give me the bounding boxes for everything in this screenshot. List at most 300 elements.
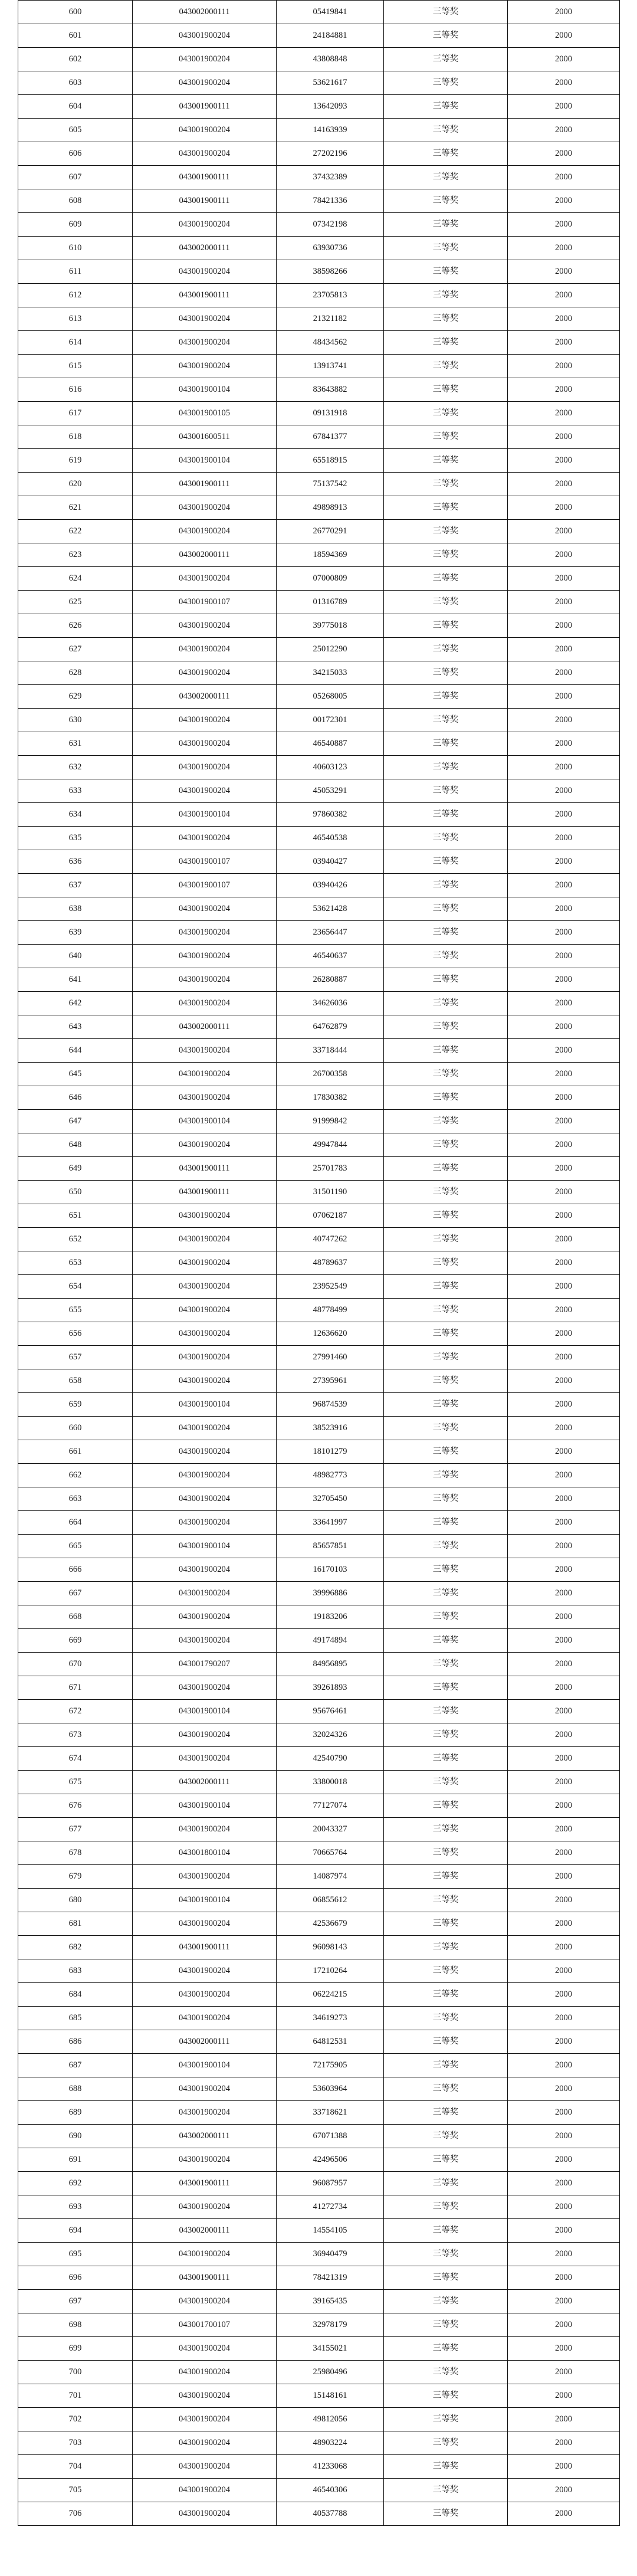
row-number-cell: 664: [18, 1511, 133, 1535]
table-row: [18, 1865, 620, 1889]
row-number-cell: 667: [18, 1582, 133, 1605]
prize-level-cell: 三等奖: [384, 1464, 508, 1487]
code-cell: 043001900204: [133, 1629, 277, 1653]
ticket-number-cell: 15148161: [277, 2384, 384, 2408]
code-cell: 043001900104: [133, 1889, 277, 1912]
row-number-cell: 701: [18, 2384, 133, 2408]
prize-level-cell: 三等奖: [384, 1511, 508, 1535]
code-cell: 043002000111: [133, 237, 277, 260]
table-row: [18, 237, 620, 260]
row-number-cell: 617: [18, 402, 133, 425]
amount-cell: 2000: [508, 1440, 620, 1464]
prize-level-cell: 三等奖: [384, 95, 508, 119]
table-row: [18, 874, 620, 897]
amount-cell: 2000: [508, 1133, 620, 1157]
amount-cell: 2000: [508, 496, 620, 520]
ticket-number-cell: 19183206: [277, 1605, 384, 1629]
amount-cell: 2000: [508, 331, 620, 355]
row-number-cell: 646: [18, 1086, 133, 1110]
code-cell: 043001900204: [133, 496, 277, 520]
table-row: [18, 968, 620, 992]
table-row: [18, 567, 620, 591]
code-cell: 043001900204: [133, 1723, 277, 1747]
code-cell: 043001900204: [133, 2479, 277, 2502]
amount-cell: 2000: [508, 2101, 620, 2125]
table-row: [18, 2030, 620, 2054]
amount-cell: 2000: [508, 1582, 620, 1605]
row-number-cell: 611: [18, 260, 133, 284]
amount-cell: 2000: [508, 284, 620, 307]
table-row: [18, 756, 620, 779]
amount-cell: 2000: [508, 1629, 620, 1653]
amount-cell: 2000: [508, 1605, 620, 1629]
row-number-cell: 649: [18, 1157, 133, 1181]
row-number-cell: 620: [18, 473, 133, 496]
table-row: [18, 921, 620, 945]
code-cell: 043002000111: [133, 543, 277, 567]
table-row: [18, 779, 620, 803]
amount-cell: 2000: [508, 425, 620, 449]
code-cell: 043001900204: [133, 520, 277, 543]
amount-cell: 2000: [508, 1275, 620, 1299]
row-number-cell: 612: [18, 284, 133, 307]
code-cell: 043001900111: [133, 473, 277, 496]
row-number-cell: 630: [18, 709, 133, 732]
table-row: [18, 2337, 620, 2361]
code-cell: 043001900111: [133, 2172, 277, 2195]
table-row: [18, 732, 620, 756]
prize-level-cell: 三等奖: [384, 2077, 508, 2101]
prize-level-cell: 三等奖: [384, 850, 508, 874]
ticket-number-cell: 25701783: [277, 1157, 384, 1181]
table-row: [18, 1723, 620, 1747]
prize-level-cell: 三等奖: [384, 237, 508, 260]
code-cell: 043001900204: [133, 2502, 277, 2526]
prize-level-cell: 三等奖: [384, 1275, 508, 1299]
ticket-number-cell: 38523916: [277, 1417, 384, 1440]
ticket-number-cell: 31501190: [277, 1181, 384, 1204]
table-row: [18, 1558, 620, 1582]
ticket-number-cell: 33718444: [277, 1039, 384, 1063]
table-row: [18, 1700, 620, 1723]
code-cell: 043001900204: [133, 1464, 277, 1487]
table-row: [18, 119, 620, 142]
row-number-cell: 642: [18, 992, 133, 1015]
code-cell: 043001900204: [133, 1605, 277, 1629]
row-number-cell: 616: [18, 378, 133, 402]
code-cell: 043001900204: [133, 945, 277, 968]
table-row: [18, 850, 620, 874]
code-cell: 043001800104: [133, 1841, 277, 1865]
ticket-number-cell: 13642093: [277, 95, 384, 119]
code-cell: 043001900204: [133, 1865, 277, 1889]
row-number-cell: 634: [18, 803, 133, 827]
row-number-cell: 697: [18, 2290, 133, 2313]
ticket-number-cell: 33641997: [277, 1511, 384, 1535]
table-row: [18, 1204, 620, 1228]
amount-cell: 2000: [508, 2384, 620, 2408]
amount-cell: 2000: [508, 1865, 620, 1889]
row-number-cell: 653: [18, 1251, 133, 1275]
ticket-number-cell: 25980496: [277, 2361, 384, 2384]
ticket-number-cell: 06855612: [277, 1889, 384, 1912]
row-number-cell: 645: [18, 1063, 133, 1086]
code-cell: 043001900204: [133, 1204, 277, 1228]
amount-cell: 2000: [508, 567, 620, 591]
ticket-number-cell: 34155021: [277, 2337, 384, 2361]
code-cell: 043001900204: [133, 968, 277, 992]
ticket-number-cell: 48789637: [277, 1251, 384, 1275]
table-row: [18, 331, 620, 355]
ticket-number-cell: 49947844: [277, 1133, 384, 1157]
prize-level-cell: 三等奖: [384, 1157, 508, 1181]
prize-level-cell: 三等奖: [384, 2148, 508, 2172]
table-row: [18, 2125, 620, 2148]
amount-cell: 2000: [508, 945, 620, 968]
code-cell: 043001900204: [133, 1039, 277, 1063]
ticket-number-cell: 39165435: [277, 2290, 384, 2313]
amount-cell: 2000: [508, 1535, 620, 1558]
ticket-number-cell: 23656447: [277, 921, 384, 945]
amount-cell: 2000: [508, 2408, 620, 2431]
row-number-cell: 675: [18, 1771, 133, 1794]
amount-cell: 2000: [508, 95, 620, 119]
ticket-number-cell: 05419841: [277, 1, 384, 24]
code-cell: 043001900204: [133, 213, 277, 237]
table-row: [18, 2219, 620, 2243]
amount-cell: 2000: [508, 1, 620, 24]
amount-cell: 2000: [508, 2243, 620, 2266]
row-number-cell: 661: [18, 1440, 133, 1464]
row-number-cell: 696: [18, 2266, 133, 2290]
amount-cell: 2000: [508, 237, 620, 260]
table-row: [18, 685, 620, 709]
row-number-cell: 609: [18, 213, 133, 237]
amount-cell: 2000: [508, 142, 620, 166]
table-row: [18, 1959, 620, 1983]
code-cell: 043001900204: [133, 614, 277, 638]
code-cell: 043001900111: [133, 189, 277, 213]
table-row: [18, 614, 620, 638]
ticket-number-cell: 53621617: [277, 71, 384, 95]
code-cell: 043001900204: [133, 1558, 277, 1582]
table-row: [18, 1015, 620, 1039]
row-number-cell: 638: [18, 897, 133, 921]
row-number-cell: 601: [18, 24, 133, 48]
code-cell: 043001900204: [133, 142, 277, 166]
ticket-number-cell: 38598266: [277, 260, 384, 284]
code-cell: 043001900111: [133, 1157, 277, 1181]
amount-cell: 2000: [508, 827, 620, 850]
prize-list-table: [18, 0, 620, 2526]
table-row: [18, 24, 620, 48]
table-row: [18, 1440, 620, 1464]
code-cell: 043001900204: [133, 567, 277, 591]
table-row: [18, 1157, 620, 1181]
ticket-number-cell: 43808848: [277, 48, 384, 71]
amount-cell: 2000: [508, 119, 620, 142]
row-number-cell: 624: [18, 567, 133, 591]
code-cell: 043001900104: [133, 449, 277, 473]
prize-level-cell: 三等奖: [384, 1700, 508, 1723]
table-row: [18, 1417, 620, 1440]
amount-cell: 2000: [508, 520, 620, 543]
ticket-number-cell: 48434562: [277, 331, 384, 355]
table-row: [18, 1912, 620, 1936]
code-cell: 043001900111: [133, 166, 277, 189]
amount-cell: 2000: [508, 591, 620, 614]
amount-cell: 2000: [508, 1015, 620, 1039]
amount-cell: 2000: [508, 1794, 620, 1818]
ticket-number-cell: 46540637: [277, 945, 384, 968]
row-number-cell: 686: [18, 2030, 133, 2054]
ticket-number-cell: 49898913: [277, 496, 384, 520]
prize-level-cell: 三等奖: [384, 2101, 508, 2125]
table-row: [18, 709, 620, 732]
table-row: [18, 520, 620, 543]
amount-cell: 2000: [508, 2125, 620, 2148]
row-number-cell: 658: [18, 1369, 133, 1393]
amount-cell: 2000: [508, 1063, 620, 1086]
row-number-cell: 671: [18, 1676, 133, 1700]
table-row: [18, 1393, 620, 1417]
amount-cell: 2000: [508, 473, 620, 496]
amount-cell: 2000: [508, 2502, 620, 2526]
row-number-cell: 706: [18, 2502, 133, 2526]
table-row: [18, 2172, 620, 2195]
prize-level-cell: 三等奖: [384, 142, 508, 166]
table-row: [18, 2148, 620, 2172]
prize-level-cell: 三等奖: [384, 803, 508, 827]
table-row: [18, 827, 620, 850]
ticket-number-cell: 67071388: [277, 2125, 384, 2148]
ticket-number-cell: 96087957: [277, 2172, 384, 2195]
row-number-cell: 705: [18, 2479, 133, 2502]
prize-level-cell: 三等奖: [384, 1676, 508, 1700]
row-number-cell: 685: [18, 2007, 133, 2030]
ticket-number-cell: 32978179: [277, 2313, 384, 2337]
prize-level-cell: 三等奖: [384, 1653, 508, 1676]
ticket-number-cell: 46540887: [277, 732, 384, 756]
ticket-number-cell: 32705450: [277, 1487, 384, 1511]
code-cell: 043001900204: [133, 24, 277, 48]
code-cell: 043001900204: [133, 1511, 277, 1535]
prize-level-cell: 三等奖: [384, 1393, 508, 1417]
row-number-cell: 687: [18, 2054, 133, 2077]
table-row: [18, 1747, 620, 1771]
table-row: [18, 661, 620, 685]
code-cell: 043002000111: [133, 1771, 277, 1794]
ticket-number-cell: 26770291: [277, 520, 384, 543]
code-cell: 043001900111: [133, 1936, 277, 1959]
ticket-number-cell: 95676461: [277, 1700, 384, 1723]
table-row: [18, 71, 620, 95]
table-row: [18, 1582, 620, 1605]
row-number-cell: 623: [18, 543, 133, 567]
table-row: [18, 166, 620, 189]
ticket-number-cell: 97860382: [277, 803, 384, 827]
prize-level-cell: 三等奖: [384, 897, 508, 921]
code-cell: 043001900204: [133, 2243, 277, 2266]
ticket-number-cell: 34215033: [277, 661, 384, 685]
code-cell: 043001900204: [133, 1369, 277, 1393]
prize-level-cell: 三等奖: [384, 1959, 508, 1983]
ticket-number-cell: 40537788: [277, 2502, 384, 2526]
prize-level-cell: 三等奖: [384, 921, 508, 945]
ticket-number-cell: 63930736: [277, 237, 384, 260]
row-number-cell: 690: [18, 2125, 133, 2148]
prize-level-cell: 三等奖: [384, 1204, 508, 1228]
code-cell: 043001900204: [133, 1133, 277, 1157]
table-row: [18, 95, 620, 119]
code-cell: 043001900204: [133, 2455, 277, 2479]
ticket-number-cell: 33800018: [277, 1771, 384, 1794]
table-row: [18, 2455, 620, 2479]
ticket-number-cell: 27395961: [277, 1369, 384, 1393]
ticket-number-cell: 67841377: [277, 425, 384, 449]
code-cell: 043001900204: [133, 1440, 277, 1464]
amount-cell: 2000: [508, 166, 620, 189]
row-number-cell: 640: [18, 945, 133, 968]
prize-level-cell: 三等奖: [384, 1487, 508, 1511]
ticket-number-cell: 06224215: [277, 1983, 384, 2007]
amount-cell: 2000: [508, 1322, 620, 1346]
code-cell: 043001900204: [133, 779, 277, 803]
row-number-cell: 608: [18, 189, 133, 213]
ticket-number-cell: 07000809: [277, 567, 384, 591]
table-row: [18, 1676, 620, 1700]
amount-cell: 2000: [508, 1912, 620, 1936]
ticket-number-cell: 14163939: [277, 119, 384, 142]
amount-cell: 2000: [508, 921, 620, 945]
row-number-cell: 656: [18, 1322, 133, 1346]
ticket-number-cell: 42536679: [277, 1912, 384, 1936]
prize-level-cell: 三等奖: [384, 1322, 508, 1346]
prize-level-cell: 三等奖: [384, 1582, 508, 1605]
row-number-cell: 670: [18, 1653, 133, 1676]
row-number-cell: 615: [18, 355, 133, 378]
amount-cell: 2000: [508, 2172, 620, 2195]
amount-cell: 2000: [508, 1086, 620, 1110]
prize-level-cell: 三等奖: [384, 425, 508, 449]
amount-cell: 2000: [508, 1228, 620, 1251]
amount-cell: 2000: [508, 2219, 620, 2243]
amount-cell: 2000: [508, 355, 620, 378]
row-number-cell: 602: [18, 48, 133, 71]
amount-cell: 2000: [508, 1889, 620, 1912]
row-number-cell: 659: [18, 1393, 133, 1417]
ticket-number-cell: 91999842: [277, 1110, 384, 1133]
amount-cell: 2000: [508, 2030, 620, 2054]
amount-cell: 2000: [508, 1157, 620, 1181]
table-row: [18, 1322, 620, 1346]
amount-cell: 2000: [508, 1771, 620, 1794]
code-cell: 043001900204: [133, 1417, 277, 1440]
row-number-cell: 681: [18, 1912, 133, 1936]
ticket-number-cell: 36940479: [277, 2243, 384, 2266]
table-row: [18, 1251, 620, 1275]
table-row: [18, 1605, 620, 1629]
amount-cell: 2000: [508, 1818, 620, 1841]
prize-level-cell: 三等奖: [384, 2054, 508, 2077]
prize-level-cell: 三等奖: [384, 2030, 508, 2054]
code-cell: 043001900204: [133, 827, 277, 850]
prize-level-cell: 三等奖: [384, 2266, 508, 2290]
amount-cell: 2000: [508, 1417, 620, 1440]
prize-level-cell: 三等奖: [384, 1723, 508, 1747]
ticket-number-cell: 48903224: [277, 2431, 384, 2455]
prize-level-cell: 三等奖: [384, 827, 508, 850]
row-number-cell: 662: [18, 1464, 133, 1487]
ticket-number-cell: 53603964: [277, 2077, 384, 2101]
ticket-number-cell: 85657851: [277, 1535, 384, 1558]
code-cell: 043001900104: [133, 2054, 277, 2077]
row-number-cell: 694: [18, 2219, 133, 2243]
ticket-number-cell: 23952549: [277, 1275, 384, 1299]
prize-level-cell: 三等奖: [384, 496, 508, 520]
table-row: [18, 897, 620, 921]
amount-cell: 2000: [508, 661, 620, 685]
ticket-number-cell: 45053291: [277, 779, 384, 803]
amount-cell: 2000: [508, 1464, 620, 1487]
row-number-cell: 663: [18, 1487, 133, 1511]
table-row: [18, 1, 620, 24]
prize-level-cell: 三等奖: [384, 2007, 508, 2030]
prize-level-cell: 三等奖: [384, 2431, 508, 2455]
row-number-cell: 665: [18, 1535, 133, 1558]
row-number-cell: 695: [18, 2243, 133, 2266]
ticket-number-cell: 77127074: [277, 1794, 384, 1818]
ticket-number-cell: 42540790: [277, 1747, 384, 1771]
ticket-number-cell: 42496506: [277, 2148, 384, 2172]
row-number-cell: 648: [18, 1133, 133, 1157]
table-row: [18, 2290, 620, 2313]
ticket-number-cell: 75137542: [277, 473, 384, 496]
row-number-cell: 657: [18, 1346, 133, 1369]
ticket-number-cell: 24184881: [277, 24, 384, 48]
row-number-cell: 643: [18, 1015, 133, 1039]
ticket-number-cell: 34626036: [277, 992, 384, 1015]
code-cell: 043001900204: [133, 992, 277, 1015]
amount-cell: 2000: [508, 1393, 620, 1417]
prize-level-cell: 三等奖: [384, 1629, 508, 1653]
row-number-cell: 677: [18, 1818, 133, 1841]
amount-cell: 2000: [508, 1369, 620, 1393]
prize-level-cell: 三等奖: [384, 1110, 508, 1133]
prize-level-cell: 三等奖: [384, 1086, 508, 1110]
table-row: [18, 1063, 620, 1086]
code-cell: 043001900204: [133, 1487, 277, 1511]
row-number-cell: 629: [18, 685, 133, 709]
prize-level-cell: 三等奖: [384, 473, 508, 496]
amount-cell: 2000: [508, 2266, 620, 2290]
table-row: [18, 449, 620, 473]
prize-level-cell: 三等奖: [384, 1369, 508, 1393]
prize-level-cell: 三等奖: [384, 402, 508, 425]
table-row: [18, 1936, 620, 1959]
code-cell: 043001900204: [133, 921, 277, 945]
ticket-number-cell: 39996886: [277, 1582, 384, 1605]
amount-cell: 2000: [508, 2054, 620, 2077]
row-number-cell: 704: [18, 2455, 133, 2479]
amount-cell: 2000: [508, 1959, 620, 1983]
code-cell: 043001900204: [133, 1582, 277, 1605]
amount-cell: 2000: [508, 213, 620, 237]
table-row: [18, 142, 620, 166]
table-row: [18, 1794, 620, 1818]
ticket-number-cell: 21321182: [277, 307, 384, 331]
amount-cell: 2000: [508, 732, 620, 756]
